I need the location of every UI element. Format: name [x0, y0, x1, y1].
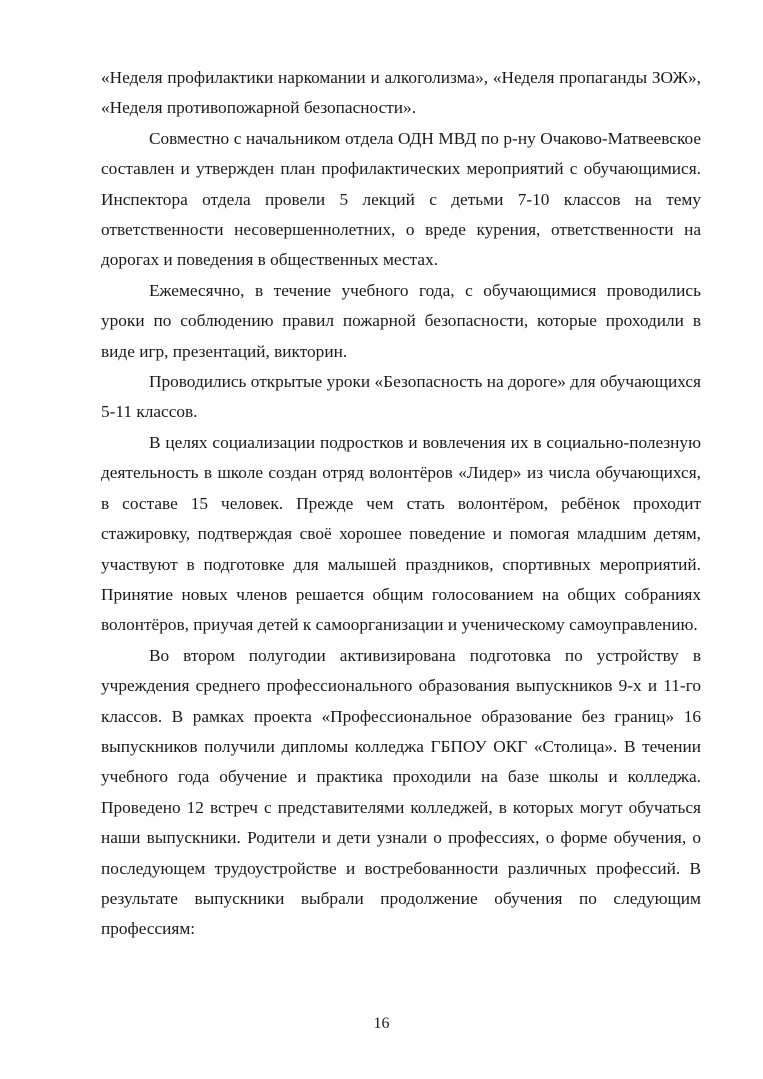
- paragraph-fire-safety: Ежемесячно, в течение учебного года, с обучающимися проводились уроки по соблюдению правил пожарной безопасности, которые проходили в виде игр, презентаций, викторин.: [101, 280, 701, 361]
- paragraph-odn-mvd: Совместно с начальником отдела ОДН МВД по р-ну Очаково-Матвеевское составлен и утвержден план профилактических мероприятий с обучающимися. Инспектора отдела провели 5 лекций с детьми 7-10 классов на тему ответственности несовершеннолетних, о вреде курения, ответственности на дорогах и поведения в общественных местах.: [101, 128, 701, 270]
- paragraph-volunteers: В целях социализации подростков и вовлечения их в социально-полезную деятельность в школе создан отряд волонтёров «Лидер» из числа обучающихся, в составе 15 человек. Прежде чем стать волонтёром, ребёнок проходит стажировку, подтверждая своё хорошее поведение и помогая младшим детям, участвуют в подготовке для малышей праздников, спортивных мероприятий. Принятие новых членов решается общим голосованием на общих собраниях волонтёров, приучая детей к самоорганизации и ученическому самоуправлению.: [101, 432, 701, 635]
- document-body: [101, 63, 701, 945]
- paragraph-continued: «Неделя профилактики наркомании и алкоголизма», «Неделя пропаганды ЗОЖ», «Неделя противопожарной безопасности».: [101, 68, 701, 118]
- paragraph-road-safety: Проводились открытые уроки «Безопасность на дороге» для обучающихся 5-11 классов.: [101, 372, 701, 422]
- page-number: 16: [373, 1015, 390, 1032]
- paragraph-career-guidance: Во втором полугодии активизирована подготовка по устройству в учреждения среднего профессионального образования выпускников 9-х и 11-го классов. В рамках проекта «Профессиональное образование без границ» 16 выпускников получили дипломы колледжа ГБПОУ ОКГ «Столица». В течении учебного года обучение и практика проходили на базе школы и колледжа. Проведено 12 встреч с представителями колледжей, в которых могут обучаться наши выпускники. Родители и дети узнали о профессиях, о форме обучения, о последующем трудоустройстве и востребованности различных профессий. В результате выпускники выбрали продолжение обучения по следующим профессиям:: [101, 645, 701, 939]
